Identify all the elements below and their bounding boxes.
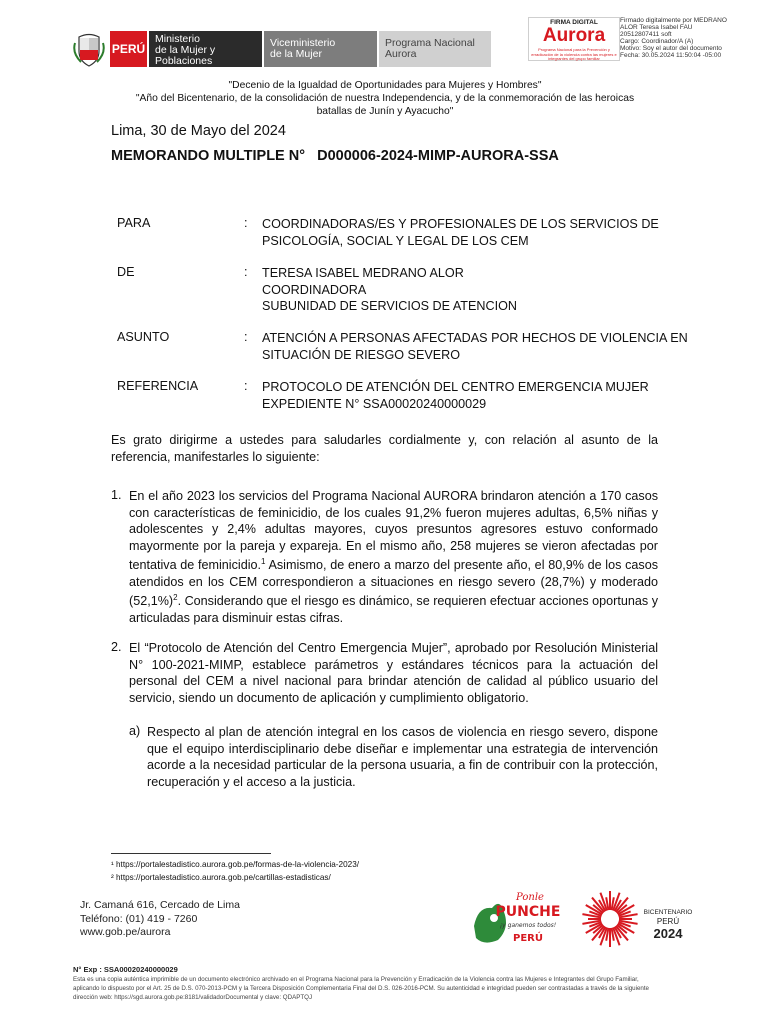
- sig-line: Motivo: Soy el autor del documento: [620, 45, 722, 52]
- item-number: 2.: [111, 640, 122, 654]
- address-line: Jr. Camaná 616, Cercado de Lima: [80, 899, 240, 911]
- decenio-line: batallas de Junín y Ayacucho": [316, 106, 454, 117]
- subitem-a-paragraph: Respecto al plan de atención integral en los casos de violencia en riesgo severo, dispone que el equipo interdisciplinario debe diseñar e implementar una estrategia de intervención acorde a la necesidad particular de la persona usuaria, a fin de contribuir con la protección, recuperación y el acceso a la justicia.: [147, 725, 658, 789]
- item-number: 1.: [111, 488, 122, 502]
- item-1-text-c: . Considerando que el riesgo es dinámico, se requieren efectuar acciones oportunas y articuladas para disminuir estas cifras.: [129, 594, 658, 625]
- sig-line: Firmado digitalmente por MEDRANO: [620, 17, 727, 24]
- para-label: PARA: [117, 216, 151, 230]
- punche-word: PUNCHE: [495, 904, 560, 920]
- de-line: COORDINADORA: [262, 282, 367, 297]
- sig-line: Fecha: 30.05.2024 11:50:04 -05:00: [620, 52, 722, 59]
- ministry-line: Ministerio: [155, 33, 200, 45]
- program-box: [379, 31, 491, 67]
- footer-address: [80, 899, 240, 940]
- legal-line: dirección web: https://sgd.aurora.gob.pe:8181/validadorDocumental y clave: QDAPTQJ: [73, 994, 313, 1001]
- program-line: Programa Nacional: [385, 37, 475, 49]
- peru-brand-box: [110, 31, 147, 67]
- legal-line: aplicando lo dispuesto por el Art. 25 de D.S. 070-2013-PCM y la Tercera Disposición Complementaria Final del D.S. 026-2016-PCM. Su autenticidad e integridad pueden ser contrastadas a través de la siguiente: [73, 985, 649, 992]
- punche-peru: PERÚ: [513, 933, 543, 944]
- decenio-line: "Decenio de la Igualdad de Oportunidades para Mujeres y Hombres": [228, 80, 542, 91]
- punche-ponle: Ponle: [516, 892, 544, 903]
- ponle-punche-logo: [470, 888, 560, 950]
- bicent-year: 2024: [653, 926, 683, 941]
- phone-line: Teléfono: (01) 419 - 7260: [80, 912, 198, 925]
- de-line: SUBUNIDAD DE SERVICIOS DE ATENCION: [262, 299, 517, 313]
- bicentenario-logo: [578, 888, 698, 950]
- coat-of-arms-icon: [73, 33, 105, 67]
- footnote-2: ² https://portalestadistico.aurora.gob.pe/cartillas-estadisticas/: [111, 873, 331, 882]
- punche-tagline: ¡y ganemos todos!: [499, 922, 557, 929]
- asunto-line: ATENCIÓN A PERSONAS AFECTADAS POR HECHOS DE VIOLENCIA EN: [262, 331, 688, 345]
- legal-line: Esta es una copia auténtica imprimible de un documento electrónico archivado en el Programa Nacional para la Prevención y Erradicación de la Violencia contra las Mujeres e Integrantes del Grupo Familiar,: [73, 976, 639, 983]
- intro-paragraph: Es grato dirigirme a ustedes para saludarles cordialmente y, con relación al asunto de la referencia, manifestarles lo siguiente:: [111, 433, 658, 464]
- decenio-line: "Año del Bicentenario, de la consolidación de nuestra Independencia, y de la conmemoración de las heroicas: [135, 93, 635, 104]
- vice-line: de la Mujer: [270, 48, 322, 60]
- item-1-paragraph: [129, 488, 658, 626]
- badge-top: FIRMA DIGITAL: [550, 19, 598, 26]
- item-1-text-b: Asimismo, de enero a marzo del presente año, el 80,9% de los casos atendidos en los CEM correspondieron a situaciones en riesgo severo (28,7%) y moderado (52,1%): [129, 558, 659, 609]
- footnote-ref-2: 2: [173, 593, 178, 603]
- peru-label: PERÚ: [111, 42, 146, 56]
- bicent-peru: PERÚ: [656, 917, 680, 926]
- legal-notice: [73, 975, 713, 1002]
- referencia-value: [262, 379, 649, 412]
- sunburst-icon: [582, 891, 637, 947]
- subitem-letter: a): [129, 724, 141, 738]
- expediente-number: N° Exp : SSA00020240000029: [73, 965, 178, 974]
- asunto-value: [262, 330, 688, 363]
- colon: :: [244, 265, 248, 279]
- ministry-line: Poblaciones Vulnerables: [155, 55, 213, 78]
- badge-name: Aurora: [542, 25, 606, 46]
- footnote-divider: [111, 853, 271, 854]
- referencia-line: PROTOCOLO DE ATENCIÓN DEL CENTRO EMERGENCIA MUJER: [262, 380, 649, 394]
- para-line: PSICOLOGÍA, SOCIAL Y LEGAL DE LOS CEM: [262, 233, 529, 248]
- colon: :: [244, 330, 248, 344]
- memo-title: MEMORANDO MULTIPLE N° D000006-2024-MIMP-AURORA-SSA: [111, 148, 559, 164]
- footnote-1: ¹ https://portalestadistico.aurora.gob.pe/formas-de-la-violencia-2023/: [111, 860, 360, 869]
- vice-line: Viceministerio: [270, 37, 336, 49]
- footnote-ref-1: 1: [261, 557, 266, 566]
- website-link[interactable]: www.gob.pe/aurora: [80, 926, 171, 938]
- sig-line: ALOR Teresa Isabel FAU: [620, 24, 693, 31]
- item-1-text-a: En el año 2023 los servicios del Programa Nacional AURORA brindaron atención a 170 casos con características de feminicidio, de los cuales 91,2% fueron mujeres adultas, 6,5% niñas y adolescentes y 2,4% adultas mayores, cuyos presuntos agresores estuvo conformado mayormente por la pareja y expareja. En el mismo año, 258 mujeres se vieron afectadas por tentativa de feminicidio.: [129, 489, 658, 573]
- colon: :: [244, 216, 248, 230]
- asunto-line: SITUACIÓN DE RIESGO SEVERO: [262, 347, 461, 362]
- item-2-paragraph: El “Protocolo de Atención del Centro Emergencia Mujer”, aprobado por Resolución Ministerial N° 100-2021-MIMP, establece parámetros y estándares técnicos para la actuación del personal del CEM a nivel nacional para brindar atención de calidad al público usuario del servicio, siendo un documento de aplicación y cumplimiento obligatorio.: [129, 641, 658, 705]
- decenio-header: [90, 79, 680, 118]
- de-line: TERESA ISABEL MEDRANO ALOR: [262, 266, 464, 280]
- program-line: Aurora: [385, 48, 417, 60]
- para-value: [262, 216, 659, 249]
- referencia-label: REFERENCIA: [117, 379, 199, 393]
- de-value: [262, 265, 517, 315]
- badge-small: Programa Nacional para la Prevención y erradicación de la violencia contra las mujeres e integrantes del grupo familiar: [531, 47, 617, 61]
- de-label: DE: [117, 265, 135, 279]
- bicent-label: BICENTENARIO: [643, 909, 693, 916]
- digital-signature-badge: [528, 17, 620, 61]
- digital-signature-text: [620, 17, 760, 59]
- document-date: Lima, 30 de Mayo del 2024: [111, 123, 286, 139]
- sig-line: Cargo: Coordinador/A (A): [620, 38, 694, 45]
- para-line: COORDINADORAS/ES Y PROFESIONALES DE LOS SERVICIOS DE: [262, 217, 659, 231]
- referencia-line: EXPEDIENTE N° SSA00020240000029: [262, 396, 487, 411]
- ministry-line: de la Mujer y: [155, 44, 216, 56]
- ministry-box: [149, 31, 262, 78]
- sig-line: 20512807411 soft: [620, 31, 672, 38]
- colon: :: [244, 379, 248, 393]
- viceministry-box: [264, 31, 377, 67]
- asunto-label: ASUNTO: [117, 330, 170, 344]
